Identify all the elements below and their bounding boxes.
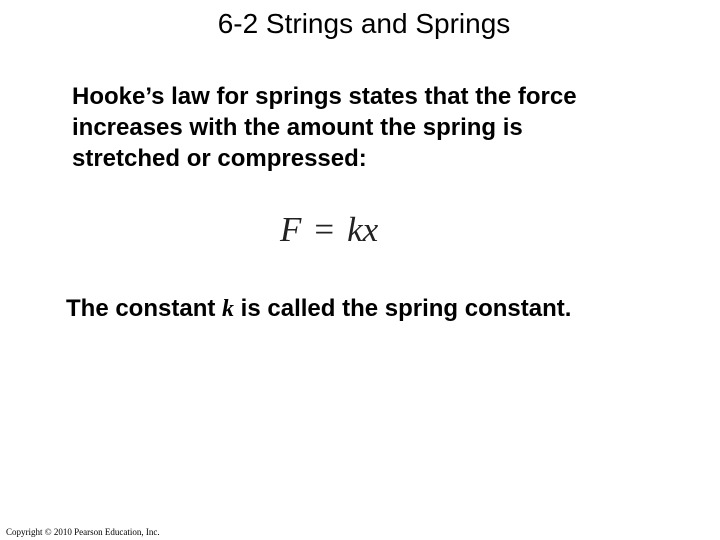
equation-rhs: kx	[347, 210, 379, 249]
hookes-law-equation	[280, 208, 378, 252]
equation-operator: =	[314, 210, 335, 249]
spring-constant-paragraph	[66, 293, 626, 325]
hookes-law-paragraph: Hooke’s law for springs states that the force increases with the amount the spring is stretched or compressed:	[72, 83, 577, 172]
equation-lhs: F	[280, 210, 302, 249]
spring-constant-text-before: The constant	[66, 295, 223, 322]
spring-constant-variable: k	[222, 296, 235, 322]
spring-constant-text-after: is called the spring constant.	[234, 295, 572, 322]
copyright-notice: Copyright © 2010 Pearson Education, Inc.	[6, 527, 160, 537]
slide-title: 6-2 Strings and Springs	[217, 8, 511, 39]
